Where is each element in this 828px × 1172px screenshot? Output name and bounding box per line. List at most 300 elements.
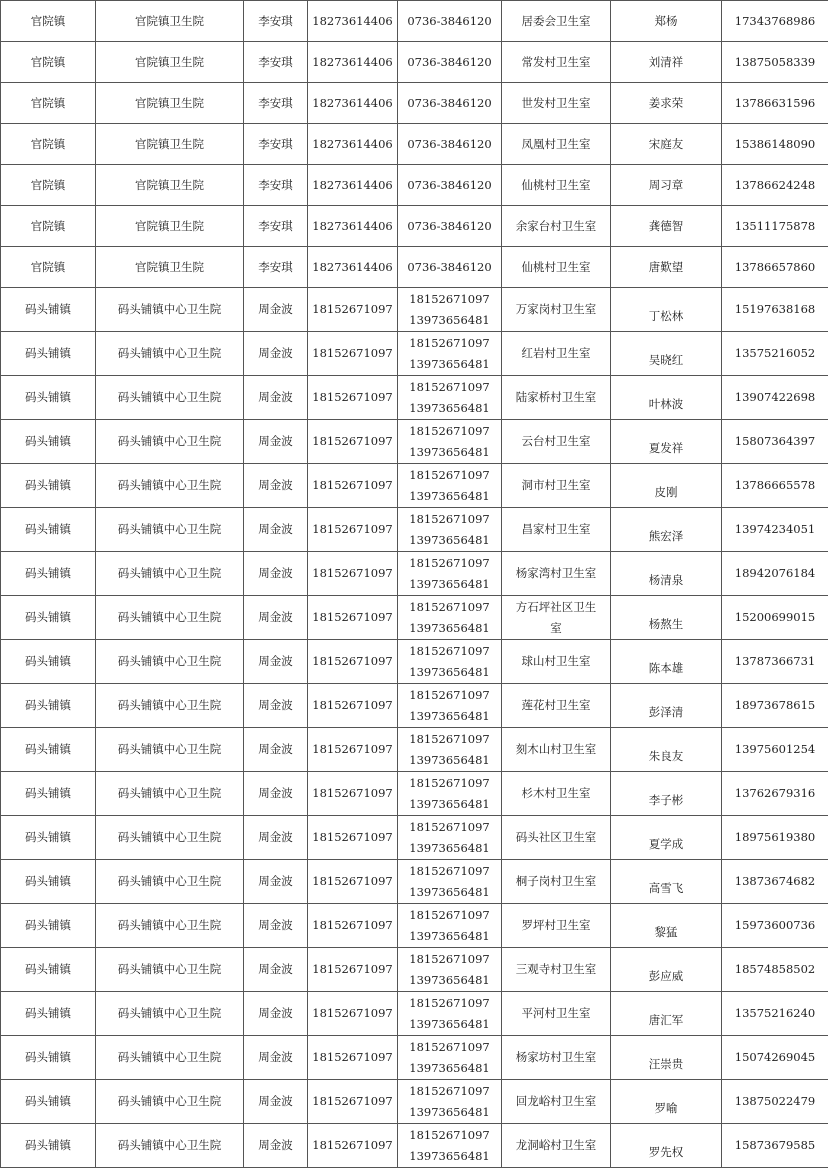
contact-name-cell: 李安琪 <box>244 247 308 288</box>
contact-name-cell: 周金波 <box>244 860 308 904</box>
hospital-phone-number: 18152671097 <box>409 555 490 570</box>
contact-name-cell: 周金波 <box>244 332 308 376</box>
town-cell: 码头铺镇 <box>1 332 96 376</box>
contact-name-cell: 李安琪 <box>244 124 308 165</box>
clinic-name: 陆家桥村卫生室 <box>515 390 597 404</box>
clinic-cell <box>502 772 611 816</box>
hospital-cell: 码头铺镇中心卫生院 <box>96 332 244 376</box>
clinic-name: 龙洞峪村卫生室 <box>515 1138 597 1152</box>
contact-phone-cell: 18273614406 <box>308 247 398 288</box>
contact-phone-cell: 18152671097 <box>308 1124 398 1168</box>
hospital-phone-number: 18152671097 <box>409 907 490 922</box>
hospital-cell: 码头铺镇中心卫生院 <box>96 860 244 904</box>
doctor-phone-cell: 15074269045 <box>722 1036 828 1080</box>
contact-phone-cell: 18273614406 <box>308 83 398 124</box>
hospital-cell: 码头铺镇中心卫生院 <box>96 1124 244 1168</box>
clinic-cell <box>502 83 611 124</box>
clinic-cell <box>502 992 611 1036</box>
doctor-name: 杨熬生 <box>648 617 684 631</box>
hospital-phone-number: 13973656481 <box>409 620 490 635</box>
hospital-cell: 码头铺镇中心卫生院 <box>96 420 244 464</box>
clinic-name: 回龙峪村卫生室 <box>515 1094 597 1108</box>
doctor-name: 唐歎望 <box>648 259 684 274</box>
hospital-phone-number: 18152671097 <box>409 819 490 834</box>
doctor-cell <box>611 728 722 772</box>
hospital-phone-number: 18152671097 <box>409 643 490 658</box>
clinic-name: 仙桃村卫生室 <box>521 259 591 274</box>
hospital-cell: 码头铺镇中心卫生院 <box>96 464 244 508</box>
contact-phone-cell: 18273614406 <box>308 42 398 83</box>
doctor-name: 杨清泉 <box>648 573 684 587</box>
doctor-cell <box>611 596 722 640</box>
contact-phone-cell: 18152671097 <box>308 992 398 1036</box>
clinic-name: 昌家村卫生室 <box>521 522 591 536</box>
town-cell: 官院镇 <box>1 247 96 288</box>
clinic-name: 杨家湾村卫生室 <box>515 566 597 580</box>
doctor-name: 彭泽清 <box>648 705 684 719</box>
hospital-phone-number: 18152671097 <box>409 731 490 746</box>
hospital-phone-cell <box>398 165 502 206</box>
doctor-phone-cell: 15807364397 <box>722 420 828 464</box>
doctor-phone-cell: 13786657860 <box>722 247 828 288</box>
hospital-phone-cell <box>398 1 502 42</box>
table-row <box>1 552 828 596</box>
hospital-phone-cell <box>398 816 502 860</box>
table-row <box>1 165 828 206</box>
doctor-phone-cell: 15873679585 <box>722 1124 828 1168</box>
doctor-name: 周习章 <box>648 177 684 192</box>
doctor-cell <box>611 1124 722 1168</box>
doctor-phone-cell: 15200699015 <box>722 596 828 640</box>
contact-name-cell: 李安琪 <box>244 42 308 83</box>
clinic-cell <box>502 332 611 376</box>
town-cell: 官院镇 <box>1 206 96 247</box>
doctor-name: 丁松林 <box>648 309 684 323</box>
doctor-name: 吴晓红 <box>648 353 684 367</box>
contact-phone-cell: 18152671097 <box>308 464 398 508</box>
hospital-phone-cell <box>398 684 502 728</box>
clinic-cell <box>502 124 611 165</box>
hospital-phone-cell <box>398 596 502 640</box>
doctor-name: 郑杨 <box>654 13 678 28</box>
hospital-cell: 码头铺镇中心卫生院 <box>96 904 244 948</box>
hospital-phone-cell <box>398 420 502 464</box>
hospital-cell: 码头铺镇中心卫生院 <box>96 1036 244 1080</box>
doctor-name: 熊宏泽 <box>648 529 684 543</box>
contact-phone-cell: 18152671097 <box>308 684 398 728</box>
hospital-phone-cell <box>398 728 502 772</box>
doctor-cell <box>611 992 722 1036</box>
contact-name-cell: 周金波 <box>244 684 308 728</box>
contact-name-cell: 周金波 <box>244 948 308 992</box>
table-row <box>1 728 828 772</box>
contact-name-cell: 李安琪 <box>244 83 308 124</box>
clinic-cell <box>502 640 611 684</box>
hospital-phone-number: 13973656481 <box>409 752 490 767</box>
clinic-name: 凤凰村卫生室 <box>521 136 591 151</box>
town-cell: 码头铺镇 <box>1 1080 96 1124</box>
doctor-phone-cell: 15386148090 <box>722 124 828 165</box>
town-cell: 码头铺镇 <box>1 992 96 1036</box>
contact-phone-cell: 18152671097 <box>308 332 398 376</box>
clinic-cell <box>502 816 611 860</box>
doctor-cell <box>611 1 722 42</box>
town-cell: 官院镇 <box>1 1 96 42</box>
doctor-name: 唐汇军 <box>648 1013 684 1027</box>
table-row <box>1 640 828 684</box>
hospital-phone-cell <box>398 332 502 376</box>
clinic-cell <box>502 165 611 206</box>
contact-phone-cell: 18152671097 <box>308 904 398 948</box>
hospital-phone-cell <box>398 904 502 948</box>
clinic-name: 方石坪社区卫生室 <box>515 599 597 635</box>
doctor-cell <box>611 206 722 247</box>
doctor-name: 宋庭友 <box>648 136 684 151</box>
hospital-phone-number: 0736-3846120 <box>407 95 492 110</box>
hospital-phone-number: 13973656481 <box>409 1016 490 1031</box>
hospital-cell: 官院镇卫生院 <box>96 124 244 165</box>
doctor-phone-cell: 13511175878 <box>722 206 828 247</box>
doctor-name: 夏发祥 <box>648 441 684 455</box>
doctor-name: 汪崇贵 <box>648 1057 684 1071</box>
contact-name-cell: 周金波 <box>244 596 308 640</box>
doctor-cell <box>611 42 722 83</box>
clinic-name: 常发村卫生室 <box>521 54 591 69</box>
contact-name-cell: 周金波 <box>244 464 308 508</box>
contact-phone-cell: 18273614406 <box>308 1 398 42</box>
hospital-cell: 码头铺镇中心卫生院 <box>96 772 244 816</box>
hospital-phone-cell <box>398 124 502 165</box>
hospital-phone-number: 0736-3846120 <box>407 218 492 233</box>
doctor-cell <box>611 247 722 288</box>
contact-name-cell: 周金波 <box>244 420 308 464</box>
contact-phone-cell: 18152671097 <box>308 1080 398 1124</box>
hospital-phone-cell <box>398 992 502 1036</box>
doctor-cell <box>611 816 722 860</box>
doctor-cell <box>611 860 722 904</box>
doctor-name: 高雪飞 <box>648 881 684 895</box>
town-cell: 码头铺镇 <box>1 420 96 464</box>
doctor-cell <box>611 904 722 948</box>
doctor-phone-cell: 18942076184 <box>722 552 828 596</box>
hospital-cell: 码头铺镇中心卫生院 <box>96 948 244 992</box>
table-row <box>1 948 828 992</box>
hospital-phone-number: 13973656481 <box>409 312 490 327</box>
contact-phone-cell: 18152671097 <box>308 772 398 816</box>
doctor-cell <box>611 684 722 728</box>
doctor-cell <box>611 1080 722 1124</box>
contact-name-cell: 周金波 <box>244 1036 308 1080</box>
contact-name-cell: 周金波 <box>244 288 308 332</box>
hospital-phone-cell <box>398 464 502 508</box>
doctor-phone-cell: 13575216240 <box>722 992 828 1036</box>
doctor-phone-cell: 13875058339 <box>722 42 828 83</box>
hospital-phone-number: 18152671097 <box>409 423 490 438</box>
doctor-name: 皮刚 <box>654 485 678 499</box>
clinic-name: 余家台村卫生室 <box>515 218 597 233</box>
clinic-cell <box>502 464 611 508</box>
hospital-phone-number: 18152671097 <box>409 291 490 306</box>
hospital-cell: 官院镇卫生院 <box>96 83 244 124</box>
hospital-phone-number: 18152671097 <box>409 335 490 350</box>
doctor-name: 叶林波 <box>648 397 684 411</box>
hospital-phone-number: 18152671097 <box>409 1127 490 1142</box>
hospital-phone-number: 13973656481 <box>409 356 490 371</box>
hospital-cell: 码头铺镇中心卫生院 <box>96 640 244 684</box>
hospital-phone-number: 18152671097 <box>409 863 490 878</box>
clinic-name: 居委会卫生室 <box>521 13 591 28</box>
clinic-name: 洞市村卫生室 <box>521 478 591 492</box>
contact-phone-cell: 18273614406 <box>308 165 398 206</box>
hospital-phone-number: 18152671097 <box>409 951 490 966</box>
clinic-name: 莲花村卫生室 <box>521 698 591 712</box>
hospital-phone-cell <box>398 860 502 904</box>
doctor-phone-cell: 13786665578 <box>722 464 828 508</box>
doctor-cell <box>611 165 722 206</box>
clinic-cell <box>502 1 611 42</box>
contact-phone-cell: 18152671097 <box>308 948 398 992</box>
town-cell: 码头铺镇 <box>1 640 96 684</box>
table-row <box>1 464 828 508</box>
hospital-phone-number: 13973656481 <box>409 1060 490 1075</box>
doctor-name: 陈本雄 <box>648 661 684 675</box>
contact-name-cell: 周金波 <box>244 552 308 596</box>
clinic-name: 世发村卫生室 <box>521 95 591 110</box>
town-cell: 码头铺镇 <box>1 816 96 860</box>
hospital-phone-number: 0736-3846120 <box>407 54 492 69</box>
contact-name-cell: 周金波 <box>244 640 308 684</box>
doctor-phone-cell: 17343768986 <box>722 1 828 42</box>
contact-phone-cell: 18273614406 <box>308 206 398 247</box>
contact-phone-cell: 18152671097 <box>308 728 398 772</box>
doctor-cell <box>611 332 722 376</box>
hospital-phone-cell <box>398 552 502 596</box>
clinic-cell <box>502 206 611 247</box>
hospital-phone-number: 13973656481 <box>409 796 490 811</box>
doctor-cell <box>611 1036 722 1080</box>
contact-phone-cell: 18152671097 <box>308 376 398 420</box>
doctor-phone-cell: 13873674682 <box>722 860 828 904</box>
table-row <box>1 206 828 247</box>
clinic-cell <box>502 376 611 420</box>
hospital-phone-cell <box>398 772 502 816</box>
hospital-cell: 官院镇卫生院 <box>96 247 244 288</box>
hospital-phone-number: 13973656481 <box>409 972 490 987</box>
hospital-phone-cell <box>398 247 502 288</box>
hospital-phone-number: 13973656481 <box>409 664 490 679</box>
doctor-cell <box>611 552 722 596</box>
town-cell: 码头铺镇 <box>1 376 96 420</box>
clinic-name: 刻木山村卫生室 <box>515 742 597 756</box>
contact-name-cell: 周金波 <box>244 376 308 420</box>
town-cell: 官院镇 <box>1 165 96 206</box>
doctor-name: 彭应威 <box>648 969 684 983</box>
table-row <box>1 992 828 1036</box>
clinic-name: 杉木村卫生室 <box>521 786 591 800</box>
hospital-phone-cell <box>398 640 502 684</box>
town-cell: 官院镇 <box>1 42 96 83</box>
hospital-phone-cell <box>398 948 502 992</box>
doctor-phone-cell: 13762679316 <box>722 772 828 816</box>
hospital-phone-number: 13973656481 <box>409 1148 490 1163</box>
clinic-cell <box>502 904 611 948</box>
hospital-cell: 码头铺镇中心卫生院 <box>96 288 244 332</box>
doctor-phone-cell: 18574858502 <box>722 948 828 992</box>
contact-name-cell: 周金波 <box>244 816 308 860</box>
doctor-cell <box>611 420 722 464</box>
hospital-cell: 码头铺镇中心卫生院 <box>96 992 244 1036</box>
hospital-phone-number: 13973656481 <box>409 884 490 899</box>
contact-phone-cell: 18152671097 <box>308 420 398 464</box>
contact-phone-cell: 18152671097 <box>308 1036 398 1080</box>
table-row <box>1 508 828 552</box>
table-row <box>1 1124 828 1168</box>
clinic-cell <box>502 596 611 640</box>
contact-name-cell: 周金波 <box>244 1080 308 1124</box>
clinic-name: 杨家坊村卫生室 <box>515 1050 597 1064</box>
hospital-cell: 码头铺镇中心卫生院 <box>96 552 244 596</box>
town-cell: 官院镇 <box>1 83 96 124</box>
hospital-phone-cell <box>398 376 502 420</box>
town-cell: 码头铺镇 <box>1 464 96 508</box>
town-cell: 码头铺镇 <box>1 772 96 816</box>
clinic-cell <box>502 860 611 904</box>
doctor-phone-cell: 13975601254 <box>722 728 828 772</box>
hospital-cell: 官院镇卫生院 <box>96 165 244 206</box>
contact-phone-cell: 18152671097 <box>308 508 398 552</box>
hospital-phone-cell <box>398 1036 502 1080</box>
doctor-cell <box>611 948 722 992</box>
clinic-cell <box>502 728 611 772</box>
clinic-name: 平河村卫生室 <box>521 1006 591 1020</box>
clinic-name: 万家岗村卫生室 <box>515 302 597 316</box>
hospital-phone-number: 13973656481 <box>409 928 490 943</box>
hospital-phone-cell <box>398 1080 502 1124</box>
doctor-phone-cell: 15197638168 <box>722 288 828 332</box>
hospital-phone-number: 13973656481 <box>409 708 490 723</box>
doctor-name: 朱良友 <box>648 749 684 763</box>
hospital-phone-number: 13973656481 <box>409 576 490 591</box>
contact-name-cell: 周金波 <box>244 772 308 816</box>
hospital-cell: 码头铺镇中心卫生院 <box>96 684 244 728</box>
town-cell: 码头铺镇 <box>1 552 96 596</box>
contact-name-cell: 周金波 <box>244 904 308 948</box>
clinic-name: 球山村卫生室 <box>521 654 591 668</box>
town-cell: 码头铺镇 <box>1 508 96 552</box>
hospital-phone-number: 13973656481 <box>409 1104 490 1119</box>
table-row <box>1 332 828 376</box>
doctor-name: 罗先权 <box>648 1145 684 1159</box>
town-cell: 码头铺镇 <box>1 948 96 992</box>
contact-name-cell: 周金波 <box>244 992 308 1036</box>
hospital-cell: 码头铺镇中心卫生院 <box>96 596 244 640</box>
doctor-name: 夏学成 <box>648 837 684 851</box>
contact-name-cell: 周金波 <box>244 1124 308 1168</box>
clinic-name: 云台村卫生室 <box>521 434 591 448</box>
clinic-cell <box>502 247 611 288</box>
doctor-name: 黎猛 <box>654 925 678 939</box>
contact-name-cell: 周金波 <box>244 728 308 772</box>
town-cell: 官院镇 <box>1 124 96 165</box>
table-row <box>1 684 828 728</box>
table-row <box>1 124 828 165</box>
clinic-cell <box>502 508 611 552</box>
hospital-phone-number: 0736-3846120 <box>407 259 492 274</box>
hospital-phone-number: 13973656481 <box>409 532 490 547</box>
hospital-phone-number: 18152671097 <box>409 1039 490 1054</box>
hospital-phone-cell <box>398 1124 502 1168</box>
table-row <box>1 1036 828 1080</box>
doctor-name: 龚德智 <box>648 218 684 233</box>
clinic-cell <box>502 420 611 464</box>
doctor-phone-cell: 13575216052 <box>722 332 828 376</box>
doctor-cell <box>611 376 722 420</box>
hospital-phone-cell <box>398 288 502 332</box>
contact-phone-cell: 18273614406 <box>308 124 398 165</box>
doctor-cell <box>611 83 722 124</box>
doctor-phone-cell: 13786624248 <box>722 165 828 206</box>
hospital-phone-cell <box>398 206 502 247</box>
contact-phone-cell: 18152671097 <box>308 860 398 904</box>
contact-phone-cell: 18152671097 <box>308 288 398 332</box>
hospital-phone-number: 18152671097 <box>409 687 490 702</box>
hospital-cell: 码头铺镇中心卫生院 <box>96 1080 244 1124</box>
clinic-cell <box>502 1036 611 1080</box>
table-row <box>1 596 828 640</box>
table-row <box>1 83 828 124</box>
table-row <box>1 42 828 83</box>
contact-name-cell: 李安琪 <box>244 206 308 247</box>
hospital-phone-number: 18152671097 <box>409 467 490 482</box>
table-row <box>1 288 828 332</box>
clinic-name: 三观寺村卫生室 <box>515 962 597 976</box>
contact-phone-cell: 18152671097 <box>308 596 398 640</box>
table-row <box>1 420 828 464</box>
hospital-phone-cell <box>398 42 502 83</box>
table-row <box>1 1 828 42</box>
doctor-name: 罗喻 <box>654 1101 678 1115</box>
town-cell: 码头铺镇 <box>1 904 96 948</box>
contact-phone-cell: 18152671097 <box>308 816 398 860</box>
doctor-name: 李子彬 <box>648 793 684 807</box>
doctor-cell <box>611 124 722 165</box>
clinic-cell <box>502 42 611 83</box>
table-row <box>1 772 828 816</box>
hospital-cell: 码头铺镇中心卫生院 <box>96 816 244 860</box>
hospital-cell: 官院镇卫生院 <box>96 1 244 42</box>
clinic-cell <box>502 948 611 992</box>
town-cell: 码头铺镇 <box>1 596 96 640</box>
town-cell: 码头铺镇 <box>1 288 96 332</box>
table-row <box>1 247 828 288</box>
table-row <box>1 816 828 860</box>
table-body <box>1 1 828 1168</box>
doctor-cell <box>611 288 722 332</box>
hospital-phone-number: 0736-3846120 <box>407 177 492 192</box>
contact-name-cell: 周金波 <box>244 508 308 552</box>
hospital-phone-cell <box>398 508 502 552</box>
hospital-phone-number: 18152671097 <box>409 775 490 790</box>
doctor-phone-cell: 13875022479 <box>722 1080 828 1124</box>
doctor-phone-cell: 13974234051 <box>722 508 828 552</box>
doctor-phone-cell: 18973678615 <box>722 684 828 728</box>
clinic-name: 红岩村卫生室 <box>521 346 591 360</box>
hospital-phone-number: 13973656481 <box>409 400 490 415</box>
town-cell: 码头铺镇 <box>1 1124 96 1168</box>
table-row <box>1 1080 828 1124</box>
town-cell: 码头铺镇 <box>1 860 96 904</box>
doctor-name: 姜求荣 <box>648 95 684 110</box>
